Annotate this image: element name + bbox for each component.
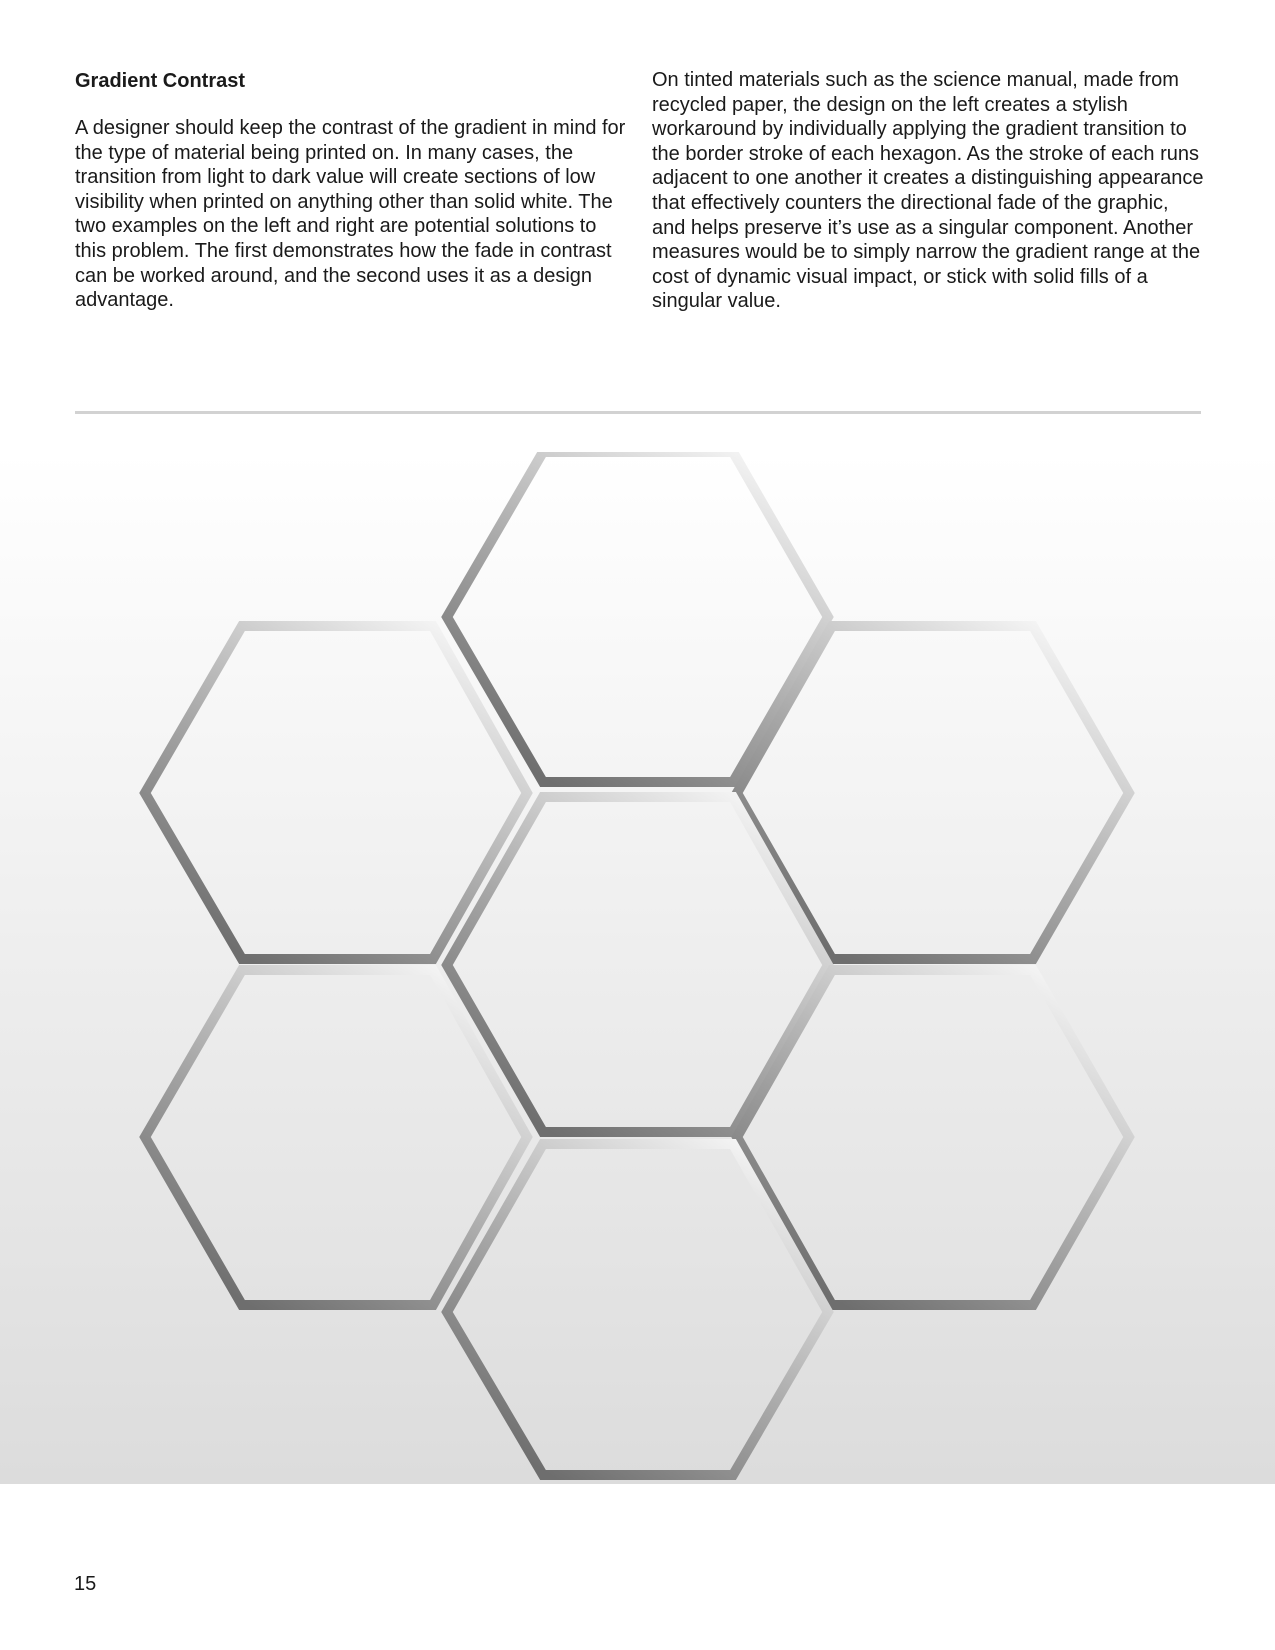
left-column [75, 68, 630, 313]
section-divider [75, 411, 1201, 414]
right-body-text: On tinted materials such as the science manual, made from recycled paper, the design on the left creates a stylish workaround by individually applying the gradient transition to the border stroke of each hexagon. As the stroke of each runs adjacent to one another it creates a distinguishing appearance that effectively counters the directional fade of the graphic, and helps preserve it’s use as a singular component. Another measures would be to simply narrow the gradient range at the cost of dynamic visual impact, or stick with solid fills of a singular value. [652, 69, 1204, 313]
hexagon-gradient-graphic [0, 452, 1275, 1484]
right-column [652, 68, 1207, 314]
hexagon-cluster-svg [0, 452, 1275, 1484]
left-body-text: A designer should keep the contrast of the gradient in mind for the type of material being printed on. In many cases, the transition from light to dark value will create sections of low visibility when printed on anything other than solid white. The two examples on the left and right are potential solutions to this problem. The first demonstrates how the fade in contrast can be worked around, and the second uses it as a design advantage. [75, 117, 626, 312]
graphic-background [0, 452, 1275, 1484]
section-heading: Gradient Contrast [75, 70, 246, 92]
page-number: 15 [74, 1573, 97, 1595]
